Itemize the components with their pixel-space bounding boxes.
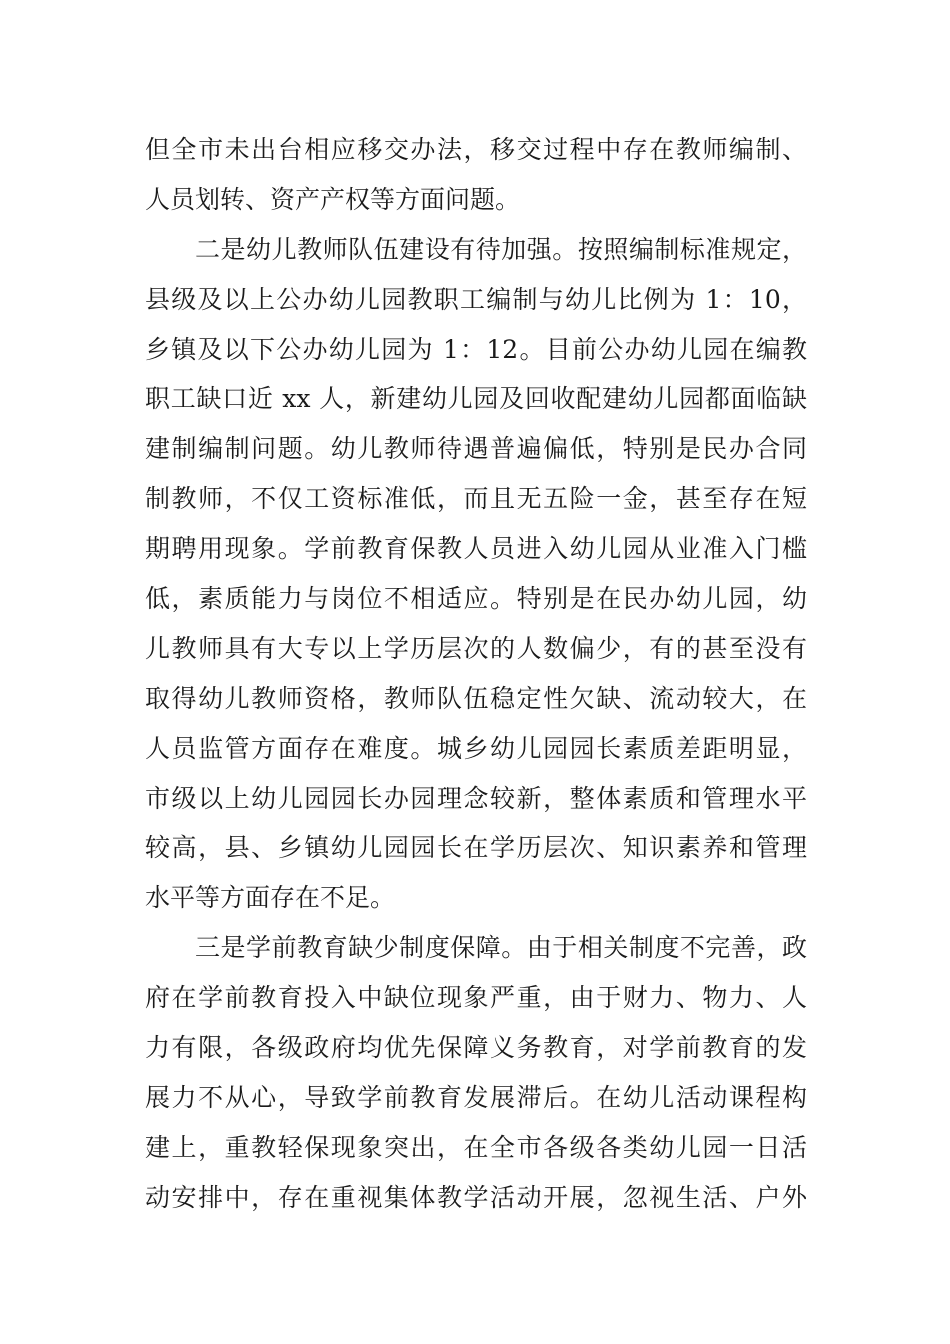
text-line: 取得幼儿教师资格，教师队伍稳定性欠缺、流动较大，在 [145,683,807,713]
text-line: 低，素质能力与岗位不相适应。特别是在民办幼儿园，幼 [145,584,807,614]
text-line: 制教师，不仅工资标准低，而且无五险一金，甚至存在短 [145,484,807,514]
text-line: 职工缺口近 xx 人，新建幼儿园及回收配建幼儿园都面临缺 [145,384,807,414]
text-line: 但全市未出台相应移交办法，移交过程中存在教师编制、 [145,135,807,164]
text-line: 力有限，各级政府均优先保障义务教育，对学前教育的发 [145,1033,807,1063]
text-line: 市级以上幼儿园园长办园理念较新，整体素质和管理水平 [145,783,807,813]
text-line: 动安排中，存在重视集体教学活动开展，忽视生活、户外 [145,1182,807,1212]
text-line: 水平等方面存在不足。 [145,883,396,913]
text-line: 三是学前教育缺少制度保障。由于相关制度不完善，政 [195,933,807,963]
text-line: 府在学前教育投入中缺位现象严重，由于财力、物力、人 [145,983,807,1013]
text-line: 建制编制问题。幼儿教师待遇普遍偏低，特别是民办合同 [145,434,807,464]
text-line: 乡镇及以下公办幼儿园为 1：12。目前公办幼儿园在编教 [145,334,807,364]
text-line: 二是幼儿教师队伍建设有待加强。按照编制标准规定， [195,234,807,264]
text-line: 人员监管方面存在难度。城乡幼儿园园长素质差距明显， [145,733,807,763]
text-line: 人员划转、资产产权等方面问题。 [145,184,521,214]
text-line: 展力不从心，导致学前教育发展滞后。在幼儿活动课程构 [145,1082,807,1112]
document-body [145,125,807,1223]
text-line: 儿教师具有大专以上学历层次的人数偏少，有的甚至没有 [145,633,807,663]
text-line: 县级及以上公办幼儿园教职工编制与幼儿比例为 1：10， [145,284,807,314]
text-line: 期聘用现象。学前教育保教人员进入幼儿园从业准入门槛 [145,534,807,564]
text-line: 较高，县、乡镇幼儿园园长在学历层次、知识素养和管理 [145,833,807,863]
text-line: 建上，重教轻保现象突出，在全市各级各类幼儿园一日活 [145,1132,807,1162]
